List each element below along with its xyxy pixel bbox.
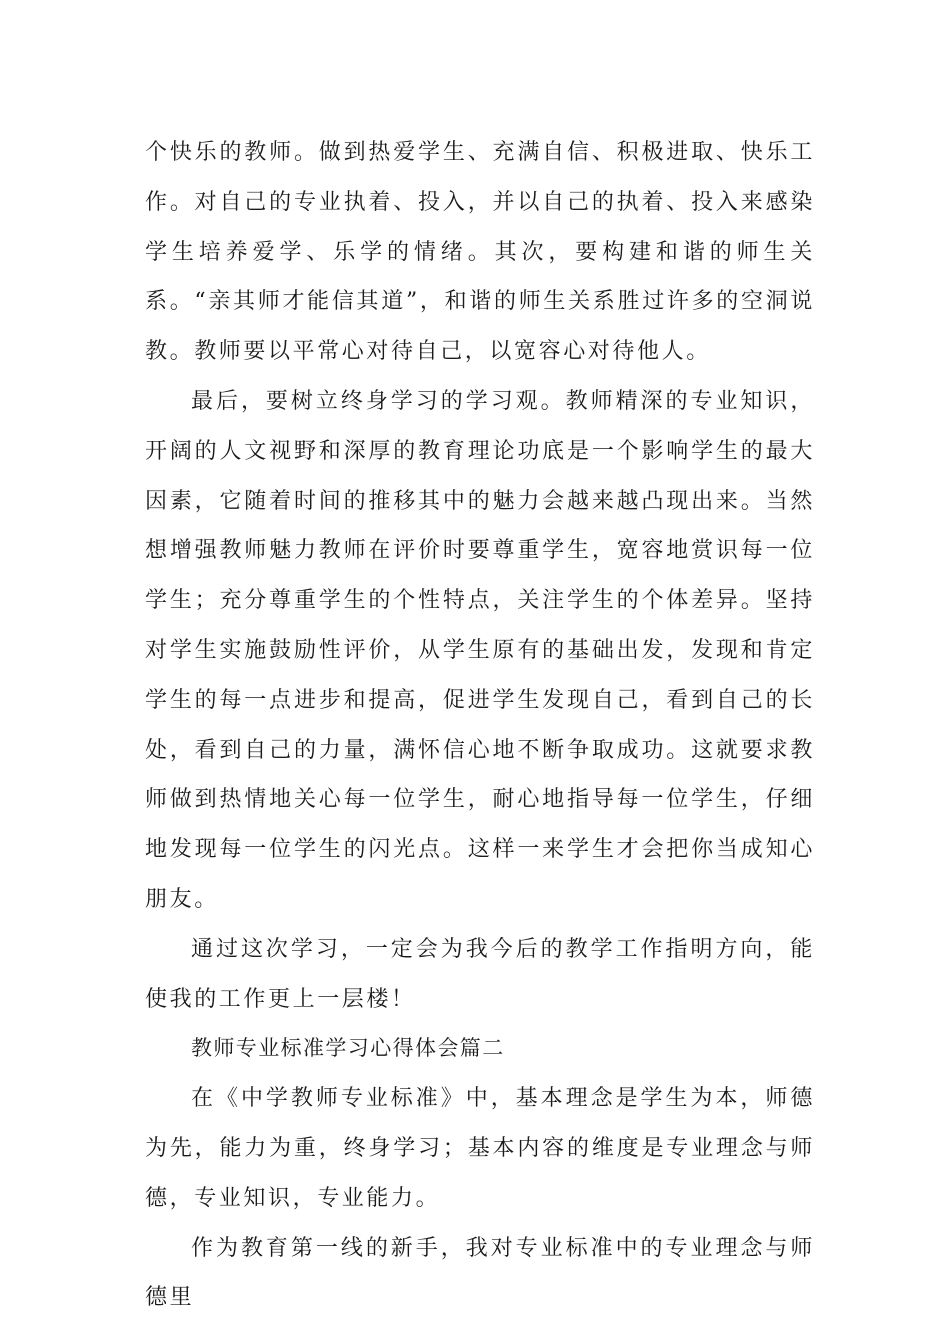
paragraph-newcomer: 作为教育第一线的新手，我对专业标准中的专业理念与师德里: [145, 1235, 815, 1311]
document-body: [145, 128, 815, 1323]
paragraph-conclusion: 通过这次学习，一定会为我今后的教学工作指明方向，能使我的工作更上一层楼！: [145, 936, 815, 1012]
paragraph-standard-concepts: 在《中学教师专业标准》中，基本理念是学生为本，师德为先，能力为重，终身学习；基本内容的维度是专业理念与师德，专业知识，专业能力。: [145, 1086, 815, 1211]
paragraph-continuation: 个快乐的教师。做到热爱学生、充满自信、积极进取、快乐工作。对自己的专业执着、投入，并以自己的执着、投入来感染学生培养爱学、乐学的情绪。其次，要构建和谐的师生关系。“亲其师才能信其道”，和谐的师生关系胜过许多的空洞说教。教师要以平常心对待自己，以宽容心对待他人。: [145, 140, 815, 365]
paragraph-lifelong-learning: 最后，要树立终身学习的学习观。教师精深的专业知识，开阔的人文视野和深厚的教育理论功底是一个影响学生的最大因素，它随着时间的推移其中的魅力会越来越凸现出来。当然想增强教师魅力教师在评价时要尊重学生，宽容地赏识每一位学生；充分尊重学生的个性特点，关注学生的个体差异。坚持对学生实施鼓励性评价，从学生原有的基础出发，发现和肯定学生的每一点进步和提高，促进学生发现自己，看到自己的长处，看到自己的力量，满怀信心地不断争取成功。这就要求教师做到热情地关心每一位学生，耐心地指导每一位学生，仔细地发现每一位学生的闪光点。这样一来学生才会把你当成知心朋友。: [145, 388, 815, 912]
section-heading: 教师专业标准学习心得体会篇二: [191, 1036, 505, 1061]
